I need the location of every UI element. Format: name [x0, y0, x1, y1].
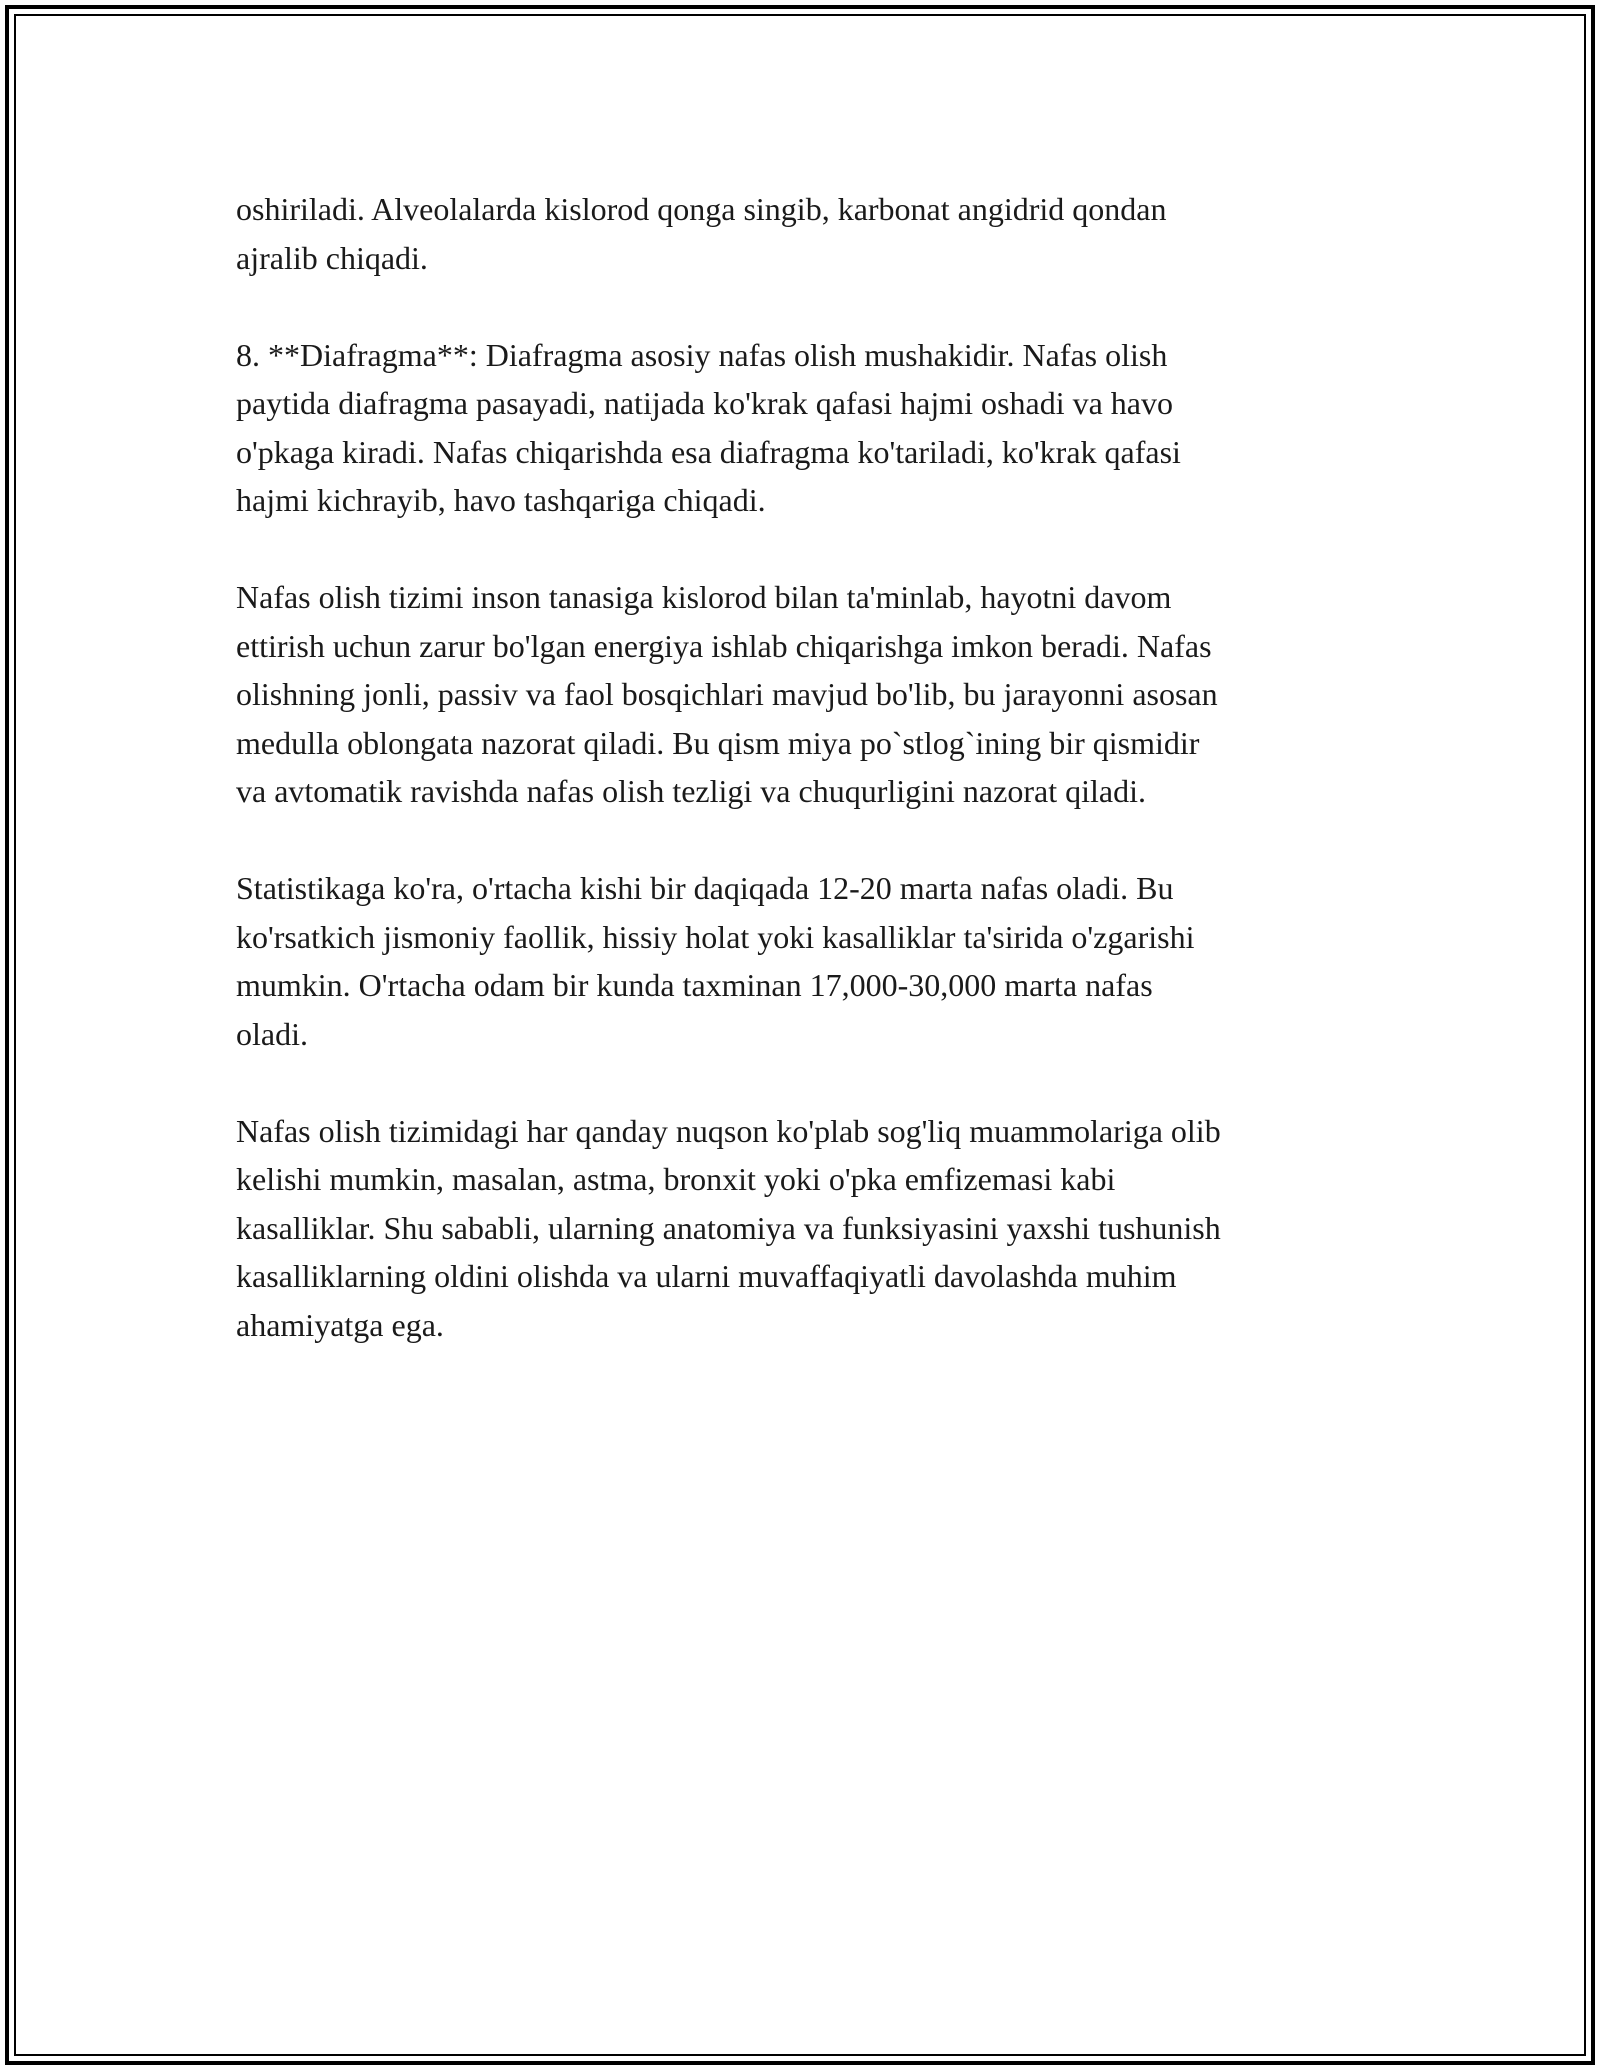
text-line: oshiriladi. Alveolalarda kislorod qonga singib, karbonat angidrid qondan	[236, 191, 1167, 227]
text-line: medulla oblongata nazorat qiladi. Bu qism miya po`stlog`ining bir qismidir	[236, 724, 1200, 761]
text-line: mumkin. O'rtacha odam bir kunda taxminan 17,000-30,000 marta nafas	[236, 967, 1153, 1003]
text-line: ettirish uchun zarur bo'lgan energiya ishlab chiqarishga imkon beradi. Nafas	[236, 627, 1212, 664]
document-body	[236, 185, 1376, 1398]
text-line: Statistikaga ko'ra, o'rtacha kishi bir daqiqada 12-20 marta nafas oladi. Bu	[236, 870, 1174, 906]
text-line: ajralib chiqadi.	[236, 239, 428, 276]
text-line: kasalliklarning oldini olishda va ularni muvaffaqiyatli davolashda muhim	[236, 1258, 1177, 1294]
paragraph-respiratory-system	[236, 573, 1376, 816]
paragraph-statistics	[236, 864, 1376, 1058]
text-line: Nafas olish tizimidagi har qanday nuqson ko'plab sog'liq muammolariga olib	[236, 1112, 1221, 1149]
paragraph-alveoli	[236, 185, 1376, 282]
text-line: kelishi mumkin, masalan, astma, bronxit yoki o'pka emfizemasi kabi	[236, 1161, 1116, 1197]
text-line: ko'rsatkich jismoniy faollik, hissiy holat yoki kasalliklar ta'sirida o'zgarishi	[236, 918, 1195, 955]
text-line: kasalliklar. Shu sababli, ularning anatomiya va funksiyasini yaxshi tushunish	[236, 1209, 1221, 1246]
text-line: paytida diafragma pasayadi, natijada ko'krak qafasi hajmi oshadi va havo	[236, 385, 1173, 421]
paragraph-defects	[236, 1107, 1376, 1350]
text-line: 8. **Diafragma**: Diafragma asosiy nafas olish mushakidir. Nafas olish	[236, 336, 1168, 373]
text-line: oladi.	[236, 1015, 308, 1052]
text-line: Nafas olish tizimi inson tanasiga kislorod bilan ta'minlab, hayotni davom	[236, 579, 1172, 615]
text-line: olishning jonli, passiv va faol bosqichlari mavjud bo'lib, bu jarayonni asosan	[236, 676, 1218, 712]
text-line: o'pkaga kiradi. Nafas chiqarishda esa diafragma ko'tariladi, ko'krak qafasi	[236, 433, 1181, 470]
text-line: va avtomatik ravishda nafas olish tezligi va chuqurligini nazorat qiladi.	[236, 773, 1146, 809]
paragraph-diaphragm	[236, 331, 1376, 525]
text-line: ahamiyatga ega.	[236, 1306, 444, 1343]
text-line: hajmi kichrayib, havo tashqariga chiqadi.	[236, 482, 766, 518]
